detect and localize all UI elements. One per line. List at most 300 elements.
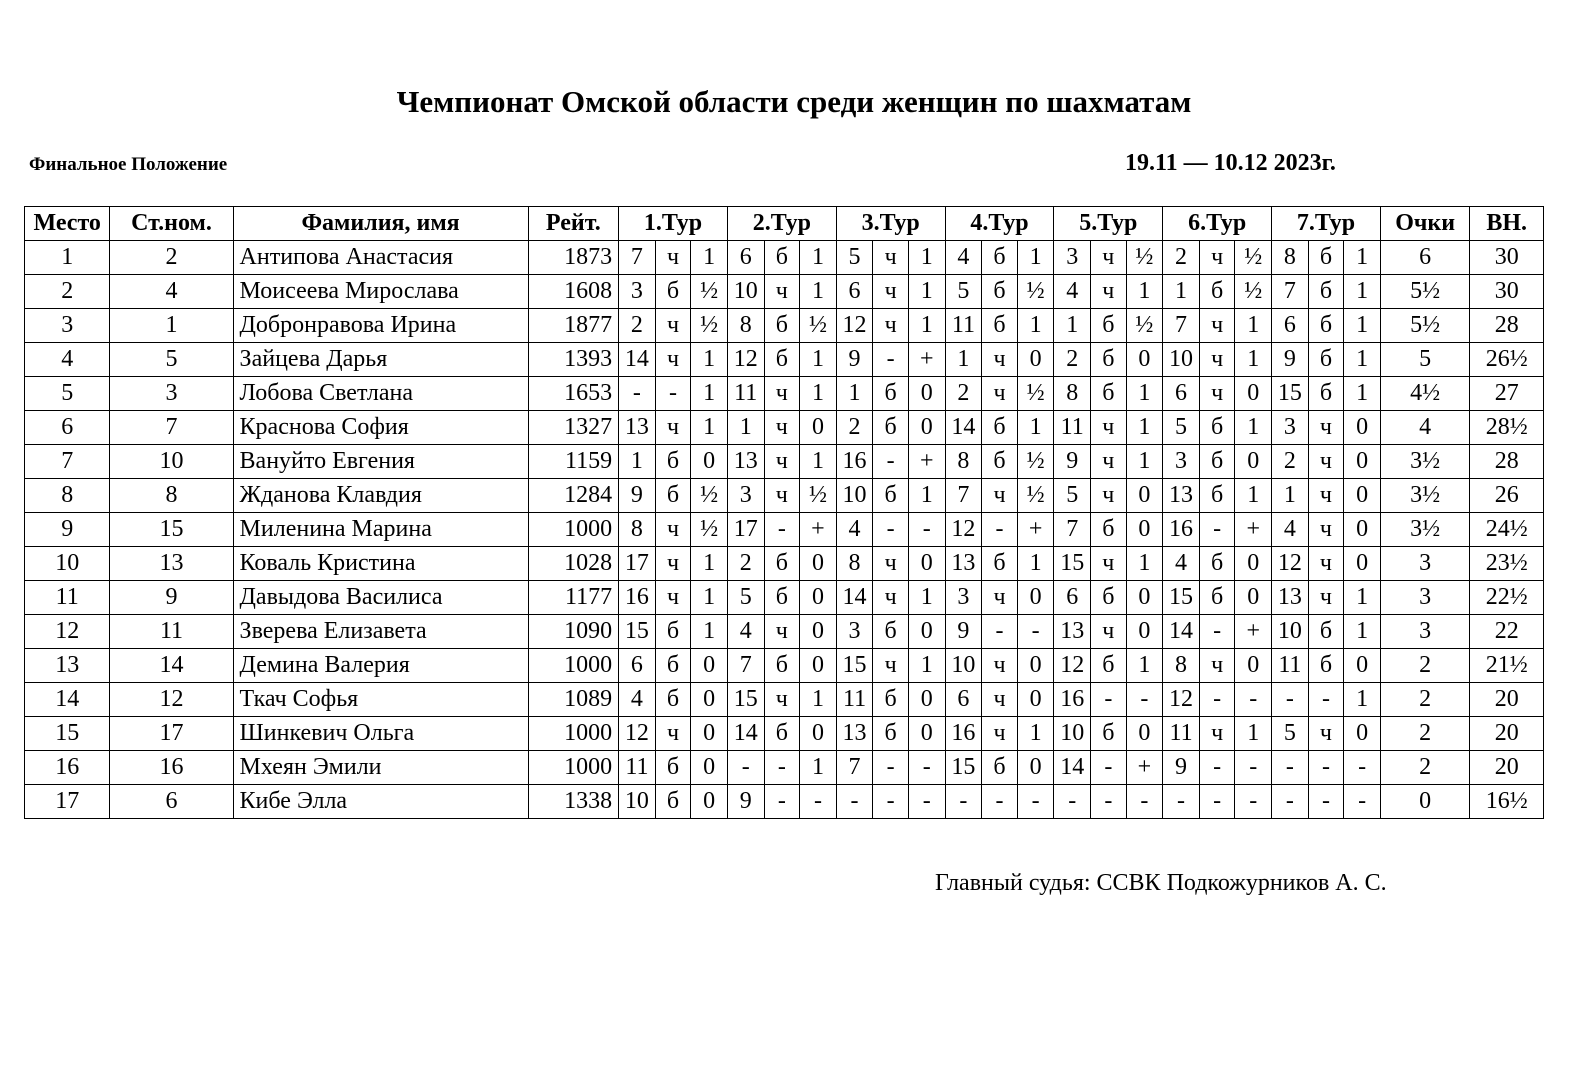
cell-name: Мхеян Эмили (233, 751, 528, 785)
cell-round-6-opponent: 8 (1163, 649, 1200, 683)
cell-round-6-opponent: 10 (1163, 343, 1200, 377)
cell-round-7-result: 1 (1344, 683, 1381, 717)
cell-name: Моисеева Мирослава (233, 275, 528, 309)
cell-round-7-color: - (1308, 785, 1344, 819)
cell-round-1-result: 0 (691, 683, 728, 717)
header-round-7: 7.Тур (1272, 207, 1381, 241)
cell-round-3-opponent: 13 (836, 717, 873, 751)
cell-round-6-result: ½ (1235, 275, 1272, 309)
cell-round-2-color: б (764, 717, 800, 751)
header-buchholz: ВН. (1470, 207, 1544, 241)
cell-round-3-result: + (908, 343, 945, 377)
cell-round-2-result: ½ (800, 479, 837, 513)
cell-round-1-opponent: 7 (619, 241, 656, 275)
cell-round-1-opponent: 16 (619, 581, 656, 615)
cell-name: Лобова Светлана (233, 377, 528, 411)
cell-round-4-result: ½ (1017, 377, 1054, 411)
cell-round-1-result: 1 (691, 377, 728, 411)
cell-round-6-color: б (1199, 547, 1235, 581)
cell-round-6-color: ч (1199, 717, 1235, 751)
cell-round-1-result: 1 (691, 411, 728, 445)
cell-place: 15 (25, 717, 110, 751)
cell-round-6-opponent: 12 (1163, 683, 1200, 717)
cell-round-6-opponent: 4 (1163, 547, 1200, 581)
cell-round-1-color: ч (655, 411, 691, 445)
cell-round-4-result: ½ (1017, 479, 1054, 513)
cell-points: 0 (1380, 785, 1470, 819)
cell-round-5-opponent: 5 (1054, 479, 1091, 513)
cell-round-6-result: 0 (1235, 581, 1272, 615)
cell-round-7-color: ч (1308, 581, 1344, 615)
cell-start-number: 10 (110, 445, 233, 479)
cell-round-1-color: ч (655, 581, 691, 615)
cell-round-2-color: б (764, 309, 800, 343)
cell-round-6-color: б (1199, 479, 1235, 513)
cell-round-2-opponent: 15 (727, 683, 764, 717)
cell-round-5-opponent: 4 (1054, 275, 1091, 309)
cell-round-1-result: 0 (691, 649, 728, 683)
cell-round-2-opponent: 9 (727, 785, 764, 819)
cell-round-2-color: ч (764, 275, 800, 309)
cell-place: 12 (25, 615, 110, 649)
cell-round-4-opponent: 12 (945, 513, 982, 547)
cell-round-2-color: - (764, 751, 800, 785)
cell-place: 6 (25, 411, 110, 445)
cell-round-3-opponent: 12 (836, 309, 873, 343)
cell-round-4-result: 0 (1017, 581, 1054, 615)
cell-round-5-result: 0 (1126, 343, 1163, 377)
cell-round-2-result: 0 (800, 717, 837, 751)
header-place: Место (25, 207, 110, 241)
table-row (25, 377, 1544, 411)
cell-buchholz: 22½ (1470, 581, 1544, 615)
cell-round-3-color: ч (873, 241, 909, 275)
cell-round-4-opponent: 13 (945, 547, 982, 581)
cell-round-1-color: б (655, 785, 691, 819)
cell-round-2-opponent: 14 (727, 717, 764, 751)
header-rating: Рейт. (528, 207, 619, 241)
cell-round-5-result: 1 (1126, 649, 1163, 683)
cell-round-4-opponent: 7 (945, 479, 982, 513)
cell-round-7-opponent: 6 (1272, 309, 1309, 343)
table-row (25, 275, 1544, 309)
cell-round-6-opponent: 11 (1163, 717, 1200, 751)
cell-round-5-color: ч (1091, 547, 1127, 581)
cell-round-7-opponent: 5 (1272, 717, 1309, 751)
cell-round-3-color: ч (873, 649, 909, 683)
cell-round-5-opponent: 16 (1054, 683, 1091, 717)
cell-round-3-color: б (873, 377, 909, 411)
cell-buchholz: 20 (1470, 717, 1544, 751)
cell-round-5-opponent: 1 (1054, 309, 1091, 343)
cell-round-6-result: - (1235, 751, 1272, 785)
cell-round-4-opponent: 5 (945, 275, 982, 309)
cell-round-7-opponent: 4 (1272, 513, 1309, 547)
cell-buchholz: 30 (1470, 241, 1544, 275)
cell-round-4-color: ч (982, 479, 1018, 513)
cell-round-4-color: б (982, 241, 1018, 275)
cell-round-3-result: 1 (908, 649, 945, 683)
cell-points: 3½ (1380, 513, 1470, 547)
cell-round-6-color: б (1199, 275, 1235, 309)
cell-start-number: 11 (110, 615, 233, 649)
cell-place: 8 (25, 479, 110, 513)
cell-round-6-color: б (1199, 411, 1235, 445)
cell-place: 10 (25, 547, 110, 581)
cell-round-2-result: 1 (800, 275, 837, 309)
cell-round-3-opponent: 1 (836, 377, 873, 411)
cell-round-7-color: б (1308, 241, 1344, 275)
cell-name: Краснова София (233, 411, 528, 445)
cell-round-6-result: - (1235, 785, 1272, 819)
cell-place: 13 (25, 649, 110, 683)
cell-rating: 1877 (528, 309, 619, 343)
cell-round-1-color: б (655, 649, 691, 683)
cell-round-2-result: 1 (800, 445, 837, 479)
cell-round-7-color: ч (1308, 513, 1344, 547)
cell-round-4-opponent: - (945, 785, 982, 819)
cell-round-7-color: б (1308, 377, 1344, 411)
cell-round-5-opponent: 11 (1054, 411, 1091, 445)
cell-rating: 1000 (528, 649, 619, 683)
cell-round-1-result: 0 (691, 785, 728, 819)
cell-round-1-color: ч (655, 717, 691, 751)
cell-round-3-color: ч (873, 581, 909, 615)
cell-round-2-opponent: 17 (727, 513, 764, 547)
cell-round-2-opponent: 3 (727, 479, 764, 513)
cell-round-1-opponent: 12 (619, 717, 656, 751)
cell-round-5-result: + (1126, 751, 1163, 785)
cell-round-2-opponent: 7 (727, 649, 764, 683)
cell-round-7-opponent: 7 (1272, 275, 1309, 309)
cell-round-2-result: 0 (800, 581, 837, 615)
cell-round-2-result: ½ (800, 309, 837, 343)
cell-name: Шинкевич Ольга (233, 717, 528, 751)
cell-round-5-result: ½ (1126, 241, 1163, 275)
cell-points: 3 (1380, 615, 1470, 649)
cell-round-2-result: 0 (800, 615, 837, 649)
cell-round-3-opponent: 7 (836, 751, 873, 785)
cell-round-5-color: ч (1091, 411, 1127, 445)
cell-round-4-result: 1 (1017, 241, 1054, 275)
cell-round-6-result: 1 (1235, 717, 1272, 751)
cell-round-2-opponent: - (727, 751, 764, 785)
cell-round-5-color: - (1091, 683, 1127, 717)
cell-round-5-color: ч (1091, 479, 1127, 513)
cell-round-4-color: б (982, 751, 1018, 785)
cell-round-3-color: - (873, 751, 909, 785)
cell-round-5-color: б (1091, 649, 1127, 683)
cell-round-4-color: б (982, 275, 1018, 309)
cell-round-3-result: 0 (908, 377, 945, 411)
cell-round-2-color: б (764, 581, 800, 615)
cell-round-2-color: ч (764, 683, 800, 717)
cell-rating: 1393 (528, 343, 619, 377)
cell-round-5-opponent: 2 (1054, 343, 1091, 377)
cell-round-4-result: ½ (1017, 275, 1054, 309)
cell-rating: 1338 (528, 785, 619, 819)
cell-round-2-color: б (764, 343, 800, 377)
cell-round-3-opponent: 2 (836, 411, 873, 445)
cell-round-6-color: б (1199, 581, 1235, 615)
cell-buchholz: 23½ (1470, 547, 1544, 581)
cell-round-7-opponent: 3 (1272, 411, 1309, 445)
cell-buchholz: 28 (1470, 309, 1544, 343)
cell-round-3-color: б (873, 615, 909, 649)
cell-round-7-result: 0 (1344, 717, 1381, 751)
cell-round-5-opponent: 7 (1054, 513, 1091, 547)
cell-name: Зайцева Дарья (233, 343, 528, 377)
cell-round-3-opponent: 14 (836, 581, 873, 615)
cell-round-5-opponent: 9 (1054, 445, 1091, 479)
cell-round-1-opponent: 10 (619, 785, 656, 819)
cell-round-5-color: б (1091, 343, 1127, 377)
cell-round-2-color: ч (764, 479, 800, 513)
cell-start-number: 12 (110, 683, 233, 717)
cell-round-7-result: 0 (1344, 411, 1381, 445)
cell-round-7-result: 1 (1344, 581, 1381, 615)
cell-round-3-opponent: 10 (836, 479, 873, 513)
cell-round-5-opponent: 6 (1054, 581, 1091, 615)
cell-round-7-result: 1 (1344, 343, 1381, 377)
cell-round-7-color: б (1308, 649, 1344, 683)
header-round-2: 2.Тур (727, 207, 836, 241)
cell-round-6-result: ½ (1235, 241, 1272, 275)
cell-round-5-result: 1 (1126, 547, 1163, 581)
cell-place: 5 (25, 377, 110, 411)
table-row (25, 581, 1544, 615)
cell-round-1-color: б (655, 615, 691, 649)
cell-rating: 1089 (528, 683, 619, 717)
cell-round-5-color: - (1091, 751, 1127, 785)
cell-round-6-result: 1 (1235, 479, 1272, 513)
cell-round-3-color: б (873, 717, 909, 751)
cell-round-7-result: 0 (1344, 445, 1381, 479)
table-row (25, 445, 1544, 479)
cell-points: 2 (1380, 683, 1470, 717)
cell-round-5-opponent: 13 (1054, 615, 1091, 649)
cell-round-5-color: - (1091, 785, 1127, 819)
cell-round-3-result: - (908, 785, 945, 819)
cell-round-7-opponent: 13 (1272, 581, 1309, 615)
cell-round-5-result: ½ (1126, 309, 1163, 343)
cell-round-6-opponent: 2 (1163, 241, 1200, 275)
cell-round-5-color: б (1091, 513, 1127, 547)
cell-round-1-color: ч (655, 309, 691, 343)
cell-round-7-opponent: 10 (1272, 615, 1309, 649)
cell-round-1-opponent: 11 (619, 751, 656, 785)
cell-name: Демина Валерия (233, 649, 528, 683)
cell-round-1-opponent: 4 (619, 683, 656, 717)
header-round-5: 5.Тур (1054, 207, 1163, 241)
cell-round-4-color: - (982, 785, 1018, 819)
table-row (25, 717, 1544, 751)
cell-round-4-result: 1 (1017, 717, 1054, 751)
cell-round-3-result: 0 (908, 547, 945, 581)
cell-round-4-color: ч (982, 377, 1018, 411)
cell-round-4-color: ч (982, 683, 1018, 717)
cell-round-7-result: - (1344, 751, 1381, 785)
cell-round-6-opponent: 15 (1163, 581, 1200, 615)
cell-round-6-result: 0 (1235, 445, 1272, 479)
cell-round-6-result: 1 (1235, 343, 1272, 377)
chief-judge: Главный судья: ССВК Подкожурников А. С. (935, 870, 1387, 896)
cell-round-4-opponent: 1 (945, 343, 982, 377)
cell-round-1-result: 1 (691, 241, 728, 275)
cell-round-5-opponent: 15 (1054, 547, 1091, 581)
cell-round-7-opponent: 2 (1272, 445, 1309, 479)
cell-buchholz: 20 (1470, 751, 1544, 785)
cell-round-4-opponent: 14 (945, 411, 982, 445)
cell-round-5-result: 0 (1126, 615, 1163, 649)
cell-round-4-result: 0 (1017, 343, 1054, 377)
cell-round-7-color: - (1308, 683, 1344, 717)
cell-name: Кибе Элла (233, 785, 528, 819)
cell-round-1-color: - (655, 377, 691, 411)
table-row (25, 343, 1544, 377)
cell-round-4-opponent: 2 (945, 377, 982, 411)
cell-round-7-opponent: 9 (1272, 343, 1309, 377)
cell-round-4-result: 1 (1017, 411, 1054, 445)
cell-round-4-result: 0 (1017, 649, 1054, 683)
cell-round-7-color: б (1308, 343, 1344, 377)
cell-round-2-opponent: 6 (727, 241, 764, 275)
cell-round-5-result: 1 (1126, 445, 1163, 479)
cell-round-3-opponent: 8 (836, 547, 873, 581)
cell-round-3-opponent: 6 (836, 275, 873, 309)
cell-round-4-color: - (982, 513, 1018, 547)
cell-round-2-color: ч (764, 377, 800, 411)
cell-round-3-result: 0 (908, 615, 945, 649)
cell-round-1-result: 1 (691, 547, 728, 581)
standings-body (25, 241, 1544, 819)
cell-round-7-result: 0 (1344, 547, 1381, 581)
cell-buchholz: 27 (1470, 377, 1544, 411)
cell-round-2-color: ч (764, 411, 800, 445)
cell-points: 2 (1380, 717, 1470, 751)
cell-start-number: 4 (110, 275, 233, 309)
cell-round-2-result: 0 (800, 649, 837, 683)
cell-round-6-color: ч (1199, 649, 1235, 683)
cell-round-2-result: - (800, 785, 837, 819)
page-title: Чемпионат Омской области среди женщин по шахматам (396, 84, 1192, 119)
cell-buchholz: 16½ (1470, 785, 1544, 819)
cell-name: Миленина Марина (233, 513, 528, 547)
cell-buchholz: 28½ (1470, 411, 1544, 445)
cell-round-3-opponent: 16 (836, 445, 873, 479)
cell-round-6-color: б (1199, 445, 1235, 479)
cell-round-7-result: 1 (1344, 615, 1381, 649)
cell-round-3-color: б (873, 683, 909, 717)
cell-round-3-color: - (873, 445, 909, 479)
cell-round-5-color: б (1091, 377, 1127, 411)
cell-round-3-result: 1 (908, 309, 945, 343)
cell-buchholz: 20 (1470, 683, 1544, 717)
cell-round-6-color: - (1199, 683, 1235, 717)
table-row (25, 309, 1544, 343)
cell-round-4-color: б (982, 309, 1018, 343)
cell-round-1-color: б (655, 445, 691, 479)
cell-round-3-result: - (908, 751, 945, 785)
cell-round-2-color: б (764, 649, 800, 683)
cell-round-5-opponent: 3 (1054, 241, 1091, 275)
cell-round-4-opponent: 9 (945, 615, 982, 649)
cell-start-number: 5 (110, 343, 233, 377)
cell-round-2-opponent: 8 (727, 309, 764, 343)
cell-round-6-opponent: 13 (1163, 479, 1200, 513)
cell-round-2-result: 1 (800, 343, 837, 377)
cell-points: 4½ (1380, 377, 1470, 411)
cell-round-6-result: 0 (1235, 377, 1272, 411)
cell-round-1-color: б (655, 275, 691, 309)
cell-round-5-result: 0 (1126, 581, 1163, 615)
cell-name: Вануйто Евгения (233, 445, 528, 479)
cell-buchholz: 26½ (1470, 343, 1544, 377)
cell-start-number: 1 (110, 309, 233, 343)
cell-start-number: 15 (110, 513, 233, 547)
cell-round-1-result: ½ (691, 309, 728, 343)
cell-round-1-opponent: 15 (619, 615, 656, 649)
cell-place: 4 (25, 343, 110, 377)
cell-start-number: 2 (110, 241, 233, 275)
cell-round-1-color: б (655, 683, 691, 717)
header-points: Очки (1380, 207, 1470, 241)
cell-points: 6 (1380, 241, 1470, 275)
cell-round-2-opponent: 12 (727, 343, 764, 377)
cell-round-1-opponent: 6 (619, 649, 656, 683)
cell-round-2-opponent: 1 (727, 411, 764, 445)
standings-table (24, 206, 1544, 819)
cell-rating: 1028 (528, 547, 619, 581)
cell-round-6-result: + (1235, 513, 1272, 547)
cell-round-4-result: ½ (1017, 445, 1054, 479)
cell-round-3-color: - (873, 513, 909, 547)
cell-round-3-result: 0 (908, 411, 945, 445)
cell-round-3-color: - (873, 343, 909, 377)
cell-round-1-opponent: - (619, 377, 656, 411)
cell-round-2-color: ч (764, 615, 800, 649)
cell-round-1-opponent: 14 (619, 343, 656, 377)
cell-rating: 1000 (528, 717, 619, 751)
cell-round-2-opponent: 2 (727, 547, 764, 581)
cell-name: Добронравова Ирина (233, 309, 528, 343)
cell-round-5-opponent: 12 (1054, 649, 1091, 683)
cell-buchholz: 24½ (1470, 513, 1544, 547)
cell-name: Давыдова Василиса (233, 581, 528, 615)
cell-round-2-color: б (764, 241, 800, 275)
cell-round-1-color: ч (655, 241, 691, 275)
header-row (25, 207, 1544, 241)
cell-start-number: 3 (110, 377, 233, 411)
cell-name: Коваль Кристина (233, 547, 528, 581)
cell-rating: 1327 (528, 411, 619, 445)
cell-points: 3½ (1380, 445, 1470, 479)
cell-round-4-result: 0 (1017, 683, 1054, 717)
cell-round-5-result: 1 (1126, 411, 1163, 445)
cell-round-5-result: 1 (1126, 275, 1163, 309)
cell-round-2-result: 1 (800, 241, 837, 275)
cell-name: Ткач Софья (233, 683, 528, 717)
cell-points: 5½ (1380, 275, 1470, 309)
cell-round-7-opponent: 8 (1272, 241, 1309, 275)
cell-round-2-color: - (764, 513, 800, 547)
cell-round-2-result: 0 (800, 547, 837, 581)
cell-round-4-color: б (982, 547, 1018, 581)
cell-round-4-opponent: 10 (945, 649, 982, 683)
cell-round-4-result: 1 (1017, 309, 1054, 343)
cell-buchholz: 21½ (1470, 649, 1544, 683)
cell-round-3-color: б (873, 479, 909, 513)
